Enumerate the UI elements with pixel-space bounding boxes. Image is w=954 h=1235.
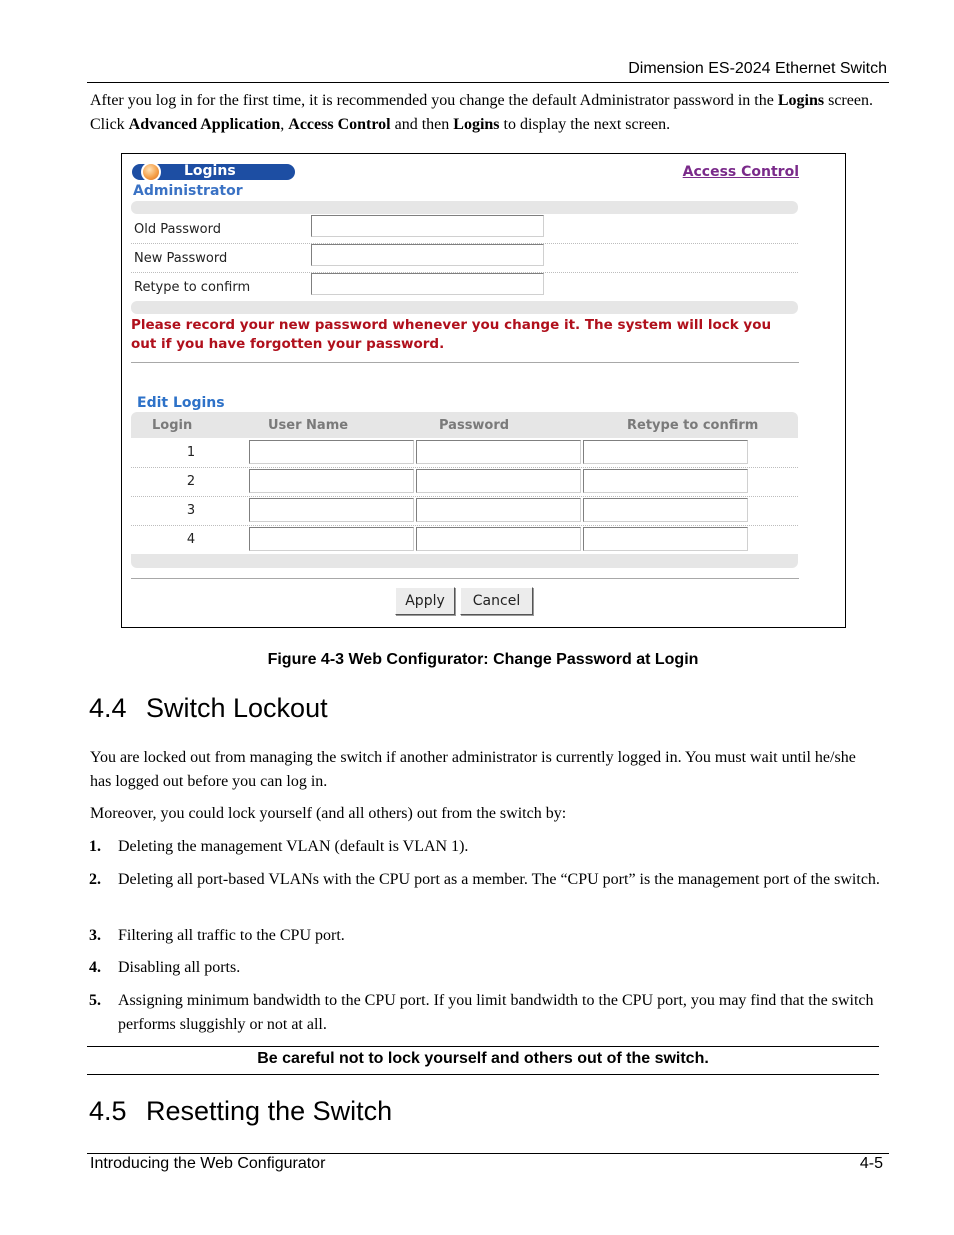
table-header [131, 412, 798, 438]
retype-password-label: Retype to confirm [134, 280, 251, 295]
list-item: Assigning minimum bandwidth to the CPU port. If you limit bandwidth to the CPU port, you may find that the switch performs sluggishly or not at all. [118, 992, 874, 1033]
section-number: 4.5 [89, 1096, 127, 1126]
password-input[interactable] [416, 527, 581, 551]
intro-text-4: and then [390, 116, 454, 133]
user-name-input[interactable] [249, 498, 414, 522]
paragraph: Moreover, you could lock yourself (and all others) out from the switch by: [90, 805, 567, 822]
footer-chapter: Introducing the Web Configurator [90, 1155, 326, 1172]
table-row [131, 467, 798, 497]
administrator-heading: Administrator [133, 183, 243, 199]
login-number: 4 [186, 532, 196, 547]
logins-screenshot [121, 153, 846, 628]
password-input[interactable] [416, 498, 581, 522]
list-item: Filtering all traffic to the CPU port. [118, 927, 345, 944]
section-heading [89, 1096, 392, 1127]
paragraph: You are locked out from managing the switch if another administrator is currently logged in. You must wait until he/she has logged out before you can log in. [90, 749, 856, 790]
section-heading [89, 693, 328, 724]
table-row [131, 496, 798, 526]
col-user-name: User Name [268, 418, 349, 433]
new-password-row [131, 243, 798, 273]
retype-input[interactable] [583, 498, 748, 522]
intro-bold-logins: Logins [777, 92, 825, 109]
login-number: 1 [186, 445, 196, 460]
retype-input[interactable] [583, 469, 748, 493]
page-number: 4-5 [859, 1155, 883, 1172]
user-name-input[interactable] [249, 527, 414, 551]
divider [131, 578, 799, 579]
form-top-bar [131, 201, 798, 214]
intro-text-2: screen. Click [90, 92, 873, 133]
login-number: 3 [186, 503, 196, 518]
intro-text-1: After you log in for the first time, it is recommended you change the default Administrator password in the [90, 92, 778, 109]
running-header: Dimension ES-2024 Ethernet Switch [628, 60, 887, 77]
user-name-input[interactable] [249, 469, 414, 493]
table-row [131, 438, 798, 468]
form-bottom-bar [131, 301, 798, 314]
list-number: 3. [89, 927, 101, 944]
list-item: Deleting all port-based VLANs with the CPU port as a member. The “CPU port” is the management port of the switch. [118, 871, 880, 888]
list-number: 1. [89, 838, 101, 855]
intro-text-3: , [280, 116, 289, 133]
intro-bold-logins-2: Logins [453, 116, 500, 133]
list-item: Disabling all ports. [118, 959, 241, 976]
retype-password-row [131, 272, 798, 301]
header-rule [87, 82, 889, 83]
password-input[interactable] [416, 469, 581, 493]
cancel-button[interactable]: Cancel [460, 587, 533, 615]
footer-rule [87, 1153, 889, 1154]
screen-title: Logins [184, 163, 236, 179]
lockout-note: Be careful not to lock yourself and others out of the switch. [257, 1050, 709, 1067]
login-number: 2 [186, 474, 196, 489]
figure-caption: Figure 4-3 Web Configurator: Change Password at Login [267, 651, 699, 668]
intro-bold-advanced-application: Advanced Application [128, 116, 281, 133]
section-number: 4.4 [89, 693, 127, 723]
divider [131, 362, 799, 363]
list-number: 2. [89, 871, 101, 888]
new-password-input[interactable] [311, 244, 544, 266]
retype-password-input[interactable] [311, 273, 544, 295]
table-row [131, 525, 798, 554]
old-password-input[interactable] [311, 215, 544, 237]
intro-paragraph [90, 89, 880, 137]
table-bottom-bar [131, 554, 798, 568]
list-number: 5. [89, 992, 101, 1009]
retype-input[interactable] [583, 440, 748, 464]
retype-input[interactable] [583, 527, 748, 551]
edit-logins-heading: Edit Logins [137, 395, 225, 411]
section-title: Resetting the Switch [146, 1096, 393, 1126]
col-retype: Retype to confirm [627, 418, 759, 433]
note-rule-bottom [87, 1074, 879, 1075]
note-rule-top [87, 1046, 879, 1047]
list-item: Deleting the management VLAN (default is VLAN 1). [118, 838, 469, 855]
new-password-label: New Password [134, 251, 228, 266]
list-number: 4. [89, 959, 101, 976]
password-warning: Please record your new password whenever you change it. The system will lock you out if you have forgotten your password. [131, 317, 772, 352]
col-login: Login [152, 418, 193, 433]
password-input[interactable] [416, 440, 581, 464]
intro-bold-access-control: Access Control [288, 116, 391, 133]
old-password-row [131, 214, 798, 244]
old-password-label: Old Password [134, 222, 221, 237]
user-name-input[interactable] [249, 440, 414, 464]
intro-text-5: to display the next screen. [499, 116, 671, 133]
orb-icon [141, 162, 161, 182]
section-title: Switch Lockout [146, 693, 328, 723]
apply-button[interactable]: Apply [395, 587, 455, 615]
col-password: Password [439, 418, 510, 433]
access-control-link[interactable]: Access Control [682, 164, 799, 180]
